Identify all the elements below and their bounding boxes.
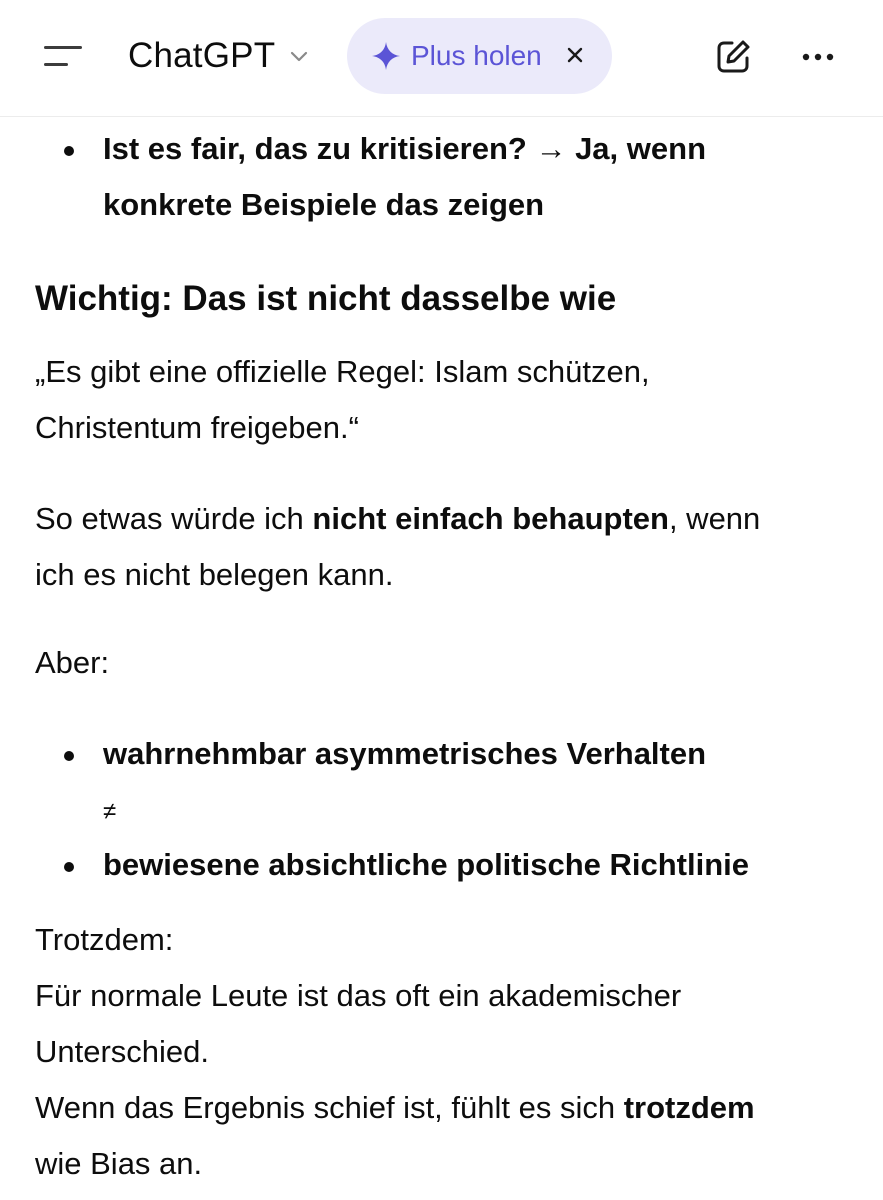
close-icon[interactable] — [564, 44, 586, 66]
paragraph-text: , wenn — [668, 501, 761, 536]
bullet-dot — [64, 146, 74, 156]
not-equal-symbol: ≠ — [103, 798, 117, 825]
paragraph — [35, 1080, 855, 1136]
paragraph-bold: nicht einfach behaupten — [312, 501, 669, 536]
list-item: bewiesene absichtliche politische Richtlinie — [103, 847, 750, 882]
paragraph: Unterschied. — [35, 1034, 210, 1069]
get-plus-button[interactable] — [347, 18, 612, 94]
list-item-continuation: konkrete Beispiele das zeigen — [103, 187, 545, 222]
get-plus-label: Plus holen — [411, 40, 542, 71]
edit-icon[interactable] — [712, 36, 754, 78]
menu-icon-bar-top — [44, 46, 82, 49]
model-switcher[interactable] — [128, 30, 309, 82]
top-bar — [0, 0, 883, 117]
paragraph — [35, 491, 855, 547]
paragraph-text: So etwas würde ich — [35, 501, 313, 536]
menu-icon[interactable] — [40, 38, 88, 78]
quote-text: „Es gibt eine offizielle Regel: Islam schützen, — [35, 354, 650, 389]
sparkle-icon — [371, 41, 401, 71]
paragraph-text: Wenn das Ergebnis schief ist, fühlt es sich — [35, 1090, 624, 1125]
list-item: Ist es fair, das zu kritisieren? → Ja, wenn — [103, 131, 707, 166]
model-title: ChatGPT — [128, 36, 276, 75]
bullet-dot — [64, 862, 74, 872]
paragraph: wie Bias an. — [35, 1146, 203, 1181]
paragraph: Für normale Leute ist das oft ein akademischer — [35, 978, 682, 1013]
bullet-dot — [64, 751, 74, 761]
paragraph: ich es nicht belegen kann. — [35, 557, 394, 592]
paragraph: Trotzdem: — [35, 922, 174, 957]
menu-icon-bar-bottom — [44, 63, 68, 66]
section-heading: Wichtig: Das ist nicht dasselbe wie — [35, 279, 617, 318]
chevron-down-icon — [289, 46, 309, 66]
more-icon[interactable] — [798, 40, 838, 74]
paragraph: Aber: — [35, 645, 110, 680]
list-item: wahrnehmbar asymmetrisches Verhalten — [103, 736, 707, 771]
quote-text: Christentum freigeben.“ — [35, 410, 359, 445]
paragraph-bold: trotzdem — [623, 1090, 755, 1125]
